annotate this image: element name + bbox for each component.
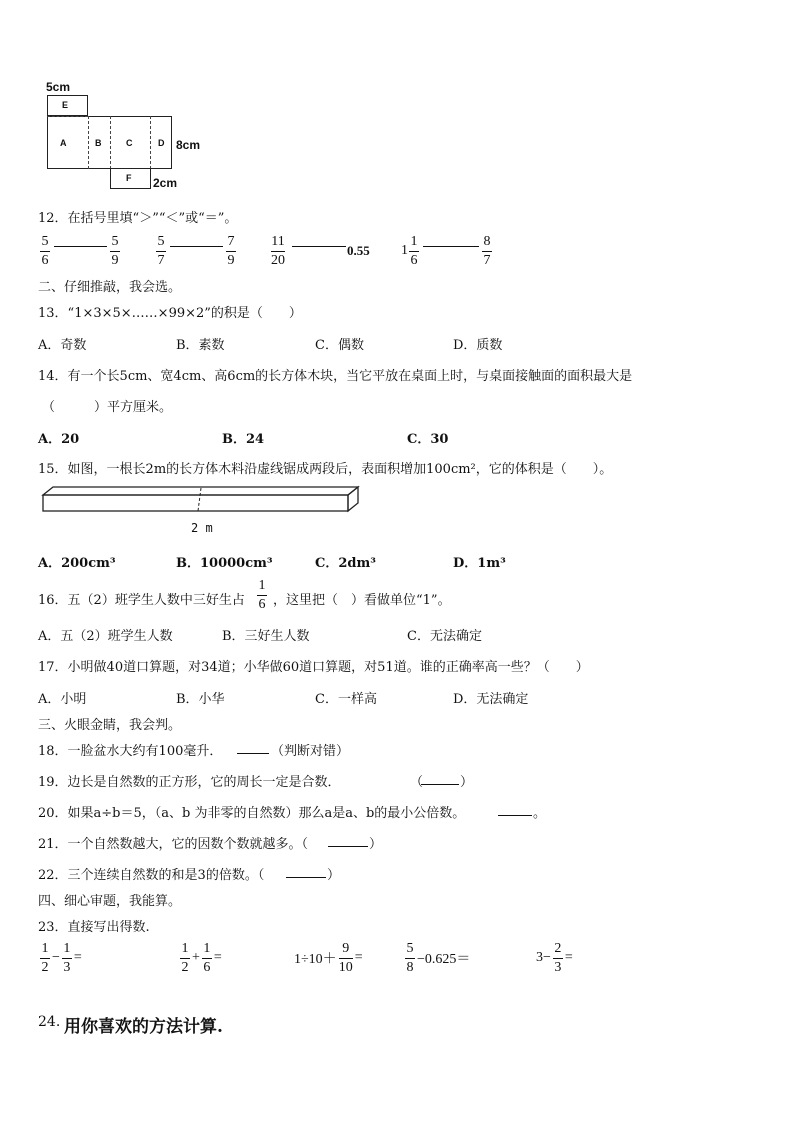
option[interactable]: C．无法确定 xyxy=(407,629,482,644)
q16-frac: 1 6 xyxy=(258,578,266,612)
section-heading: 三、火眼金睛，我会判。 xyxy=(38,718,182,733)
q22-answer-blank[interactable] xyxy=(286,877,326,878)
q23-expression-2: $\frac{1}{2}$ + $\frac{1}{6}$ = xyxy=(181,941,222,975)
option[interactable]: B．24 xyxy=(222,432,265,447)
q23-expression-5: 3− $\frac{2}{3}$ = xyxy=(536,941,573,975)
q24-text: 用你喜欢的方法计算. xyxy=(64,1017,223,1037)
q13-text: 13．“1×3×5×……×99×2”的积是（ ） xyxy=(38,306,302,321)
q23-expression-1: $\frac{1}{2}$ − $\frac{1}{3}$ = xyxy=(41,941,82,975)
q12-whole: 1 xyxy=(401,243,408,258)
option[interactable]: A．200cm³ xyxy=(38,556,116,571)
option[interactable]: A．小明 xyxy=(38,692,87,707)
q16-text: 16．五（2）班学生人数中三好生占 xyxy=(38,593,245,608)
q12-frac: 1 6 xyxy=(410,234,418,268)
q21-text: 21．一个自然数越大，它的因数个数就越多。（ xyxy=(38,837,309,852)
q23-text: 23．直接写出得数. xyxy=(38,920,150,935)
q22-text: 22．三个连续自然数的和是3的倍数。（ xyxy=(38,868,265,883)
net-label-b: B xyxy=(95,138,102,148)
q12-frac: 11 20 xyxy=(271,234,285,268)
q21-answer-blank[interactable] xyxy=(328,846,368,847)
option[interactable]: C．偶数 xyxy=(315,338,364,353)
option[interactable]: A．20 xyxy=(38,432,80,447)
q20-answer-blank[interactable] xyxy=(498,815,532,816)
q12-blank[interactable] xyxy=(292,246,346,247)
q12-blank[interactable] xyxy=(54,246,107,247)
option[interactable]: C．30 xyxy=(407,432,449,447)
q19-answer-blank[interactable] xyxy=(421,784,459,785)
net-dim-top: 5cm xyxy=(46,80,71,94)
q14-text: 14．有一个长5cm、宽4cm、高6cm的长方体木块，当它平放在桌面上时，与桌面接触面的面积最大是 xyxy=(38,369,633,384)
option[interactable]: A．奇数 xyxy=(38,338,87,353)
q12-blank[interactable] xyxy=(423,246,479,247)
net-label-f: F xyxy=(126,173,132,183)
q17-text: 17．小明做40道口算题，对34道；小华做60道口算题，对51道。谁的正确率高一些？（ ） xyxy=(38,660,589,675)
option[interactable]: C．一样高 xyxy=(315,692,377,707)
net-dim-right: 8cm xyxy=(176,138,201,152)
q12-blank[interactable] xyxy=(170,246,223,247)
q20-text: 20．如果a÷b＝5，（a、b 为非零的自然数）那么a是a、b的最小公倍数。 xyxy=(38,806,466,821)
option[interactable]: B．10000cm³ xyxy=(176,556,273,571)
q23-expression-4: $\frac{5}{8}$ −0.625＝ xyxy=(406,941,471,975)
q16-text-after: ，这里把（ ）看做单位“1”。 xyxy=(273,593,451,608)
option[interactable]: B．小华 xyxy=(176,692,225,707)
q12-frac: 5 6 xyxy=(41,234,49,268)
q12-decimal: 0.55 xyxy=(347,243,370,258)
q12-frac: 8 7 xyxy=(483,234,491,268)
q12-frac: 7 9 xyxy=(227,234,235,268)
section-heading: 二、仔细推敲，我会选。 xyxy=(38,280,182,295)
net-dim-bottom: 2cm xyxy=(153,176,178,190)
option[interactable]: D．无法确定 xyxy=(453,692,529,707)
timber-length-label: 2 m xyxy=(191,521,213,535)
option[interactable]: B．素数 xyxy=(176,338,225,353)
option[interactable]: D．1m³ xyxy=(453,556,506,571)
q12-frac: 5 7 xyxy=(157,234,165,268)
q23-expression-3: 1÷10＋ $\frac{9}{10}$ = xyxy=(294,941,363,975)
q12-text: 12．在括号里填“＞”“＜”或“＝”。 xyxy=(38,211,238,226)
option[interactable]: C．2dm³ xyxy=(315,556,376,571)
q15-text: 15．如图，一根长2m的长方体木料沿虚线锯成两段后，表面积增加100cm²，它的体积是（ ）。 xyxy=(38,462,613,477)
net-label-d: D xyxy=(158,138,165,148)
q12-frac: 5 9 xyxy=(111,234,119,268)
q18-answer-blank[interactable] xyxy=(237,753,269,754)
net-label-a: A xyxy=(60,138,67,148)
q19-text: 19．边长是自然数的正方形，它的周长一定是合数． xyxy=(38,775,341,790)
option[interactable]: D．质数 xyxy=(453,338,503,353)
q18-text: 18．一脸盆水大约有100毫升． xyxy=(38,744,223,759)
net-label-e: E xyxy=(62,100,69,110)
option[interactable]: B．三好生人数 xyxy=(222,629,310,644)
q24-number: 24. xyxy=(38,1014,61,1030)
section-heading: 四、细心审题，我能算。 xyxy=(38,894,182,909)
q14-text2: （ ）平方厘米。 xyxy=(42,400,173,415)
timber-figure xyxy=(40,485,362,515)
net-label-c: C xyxy=(126,138,133,148)
q18-tail: （判断对错） xyxy=(271,744,350,759)
option[interactable]: A．五（2）班学生人数 xyxy=(38,629,173,644)
